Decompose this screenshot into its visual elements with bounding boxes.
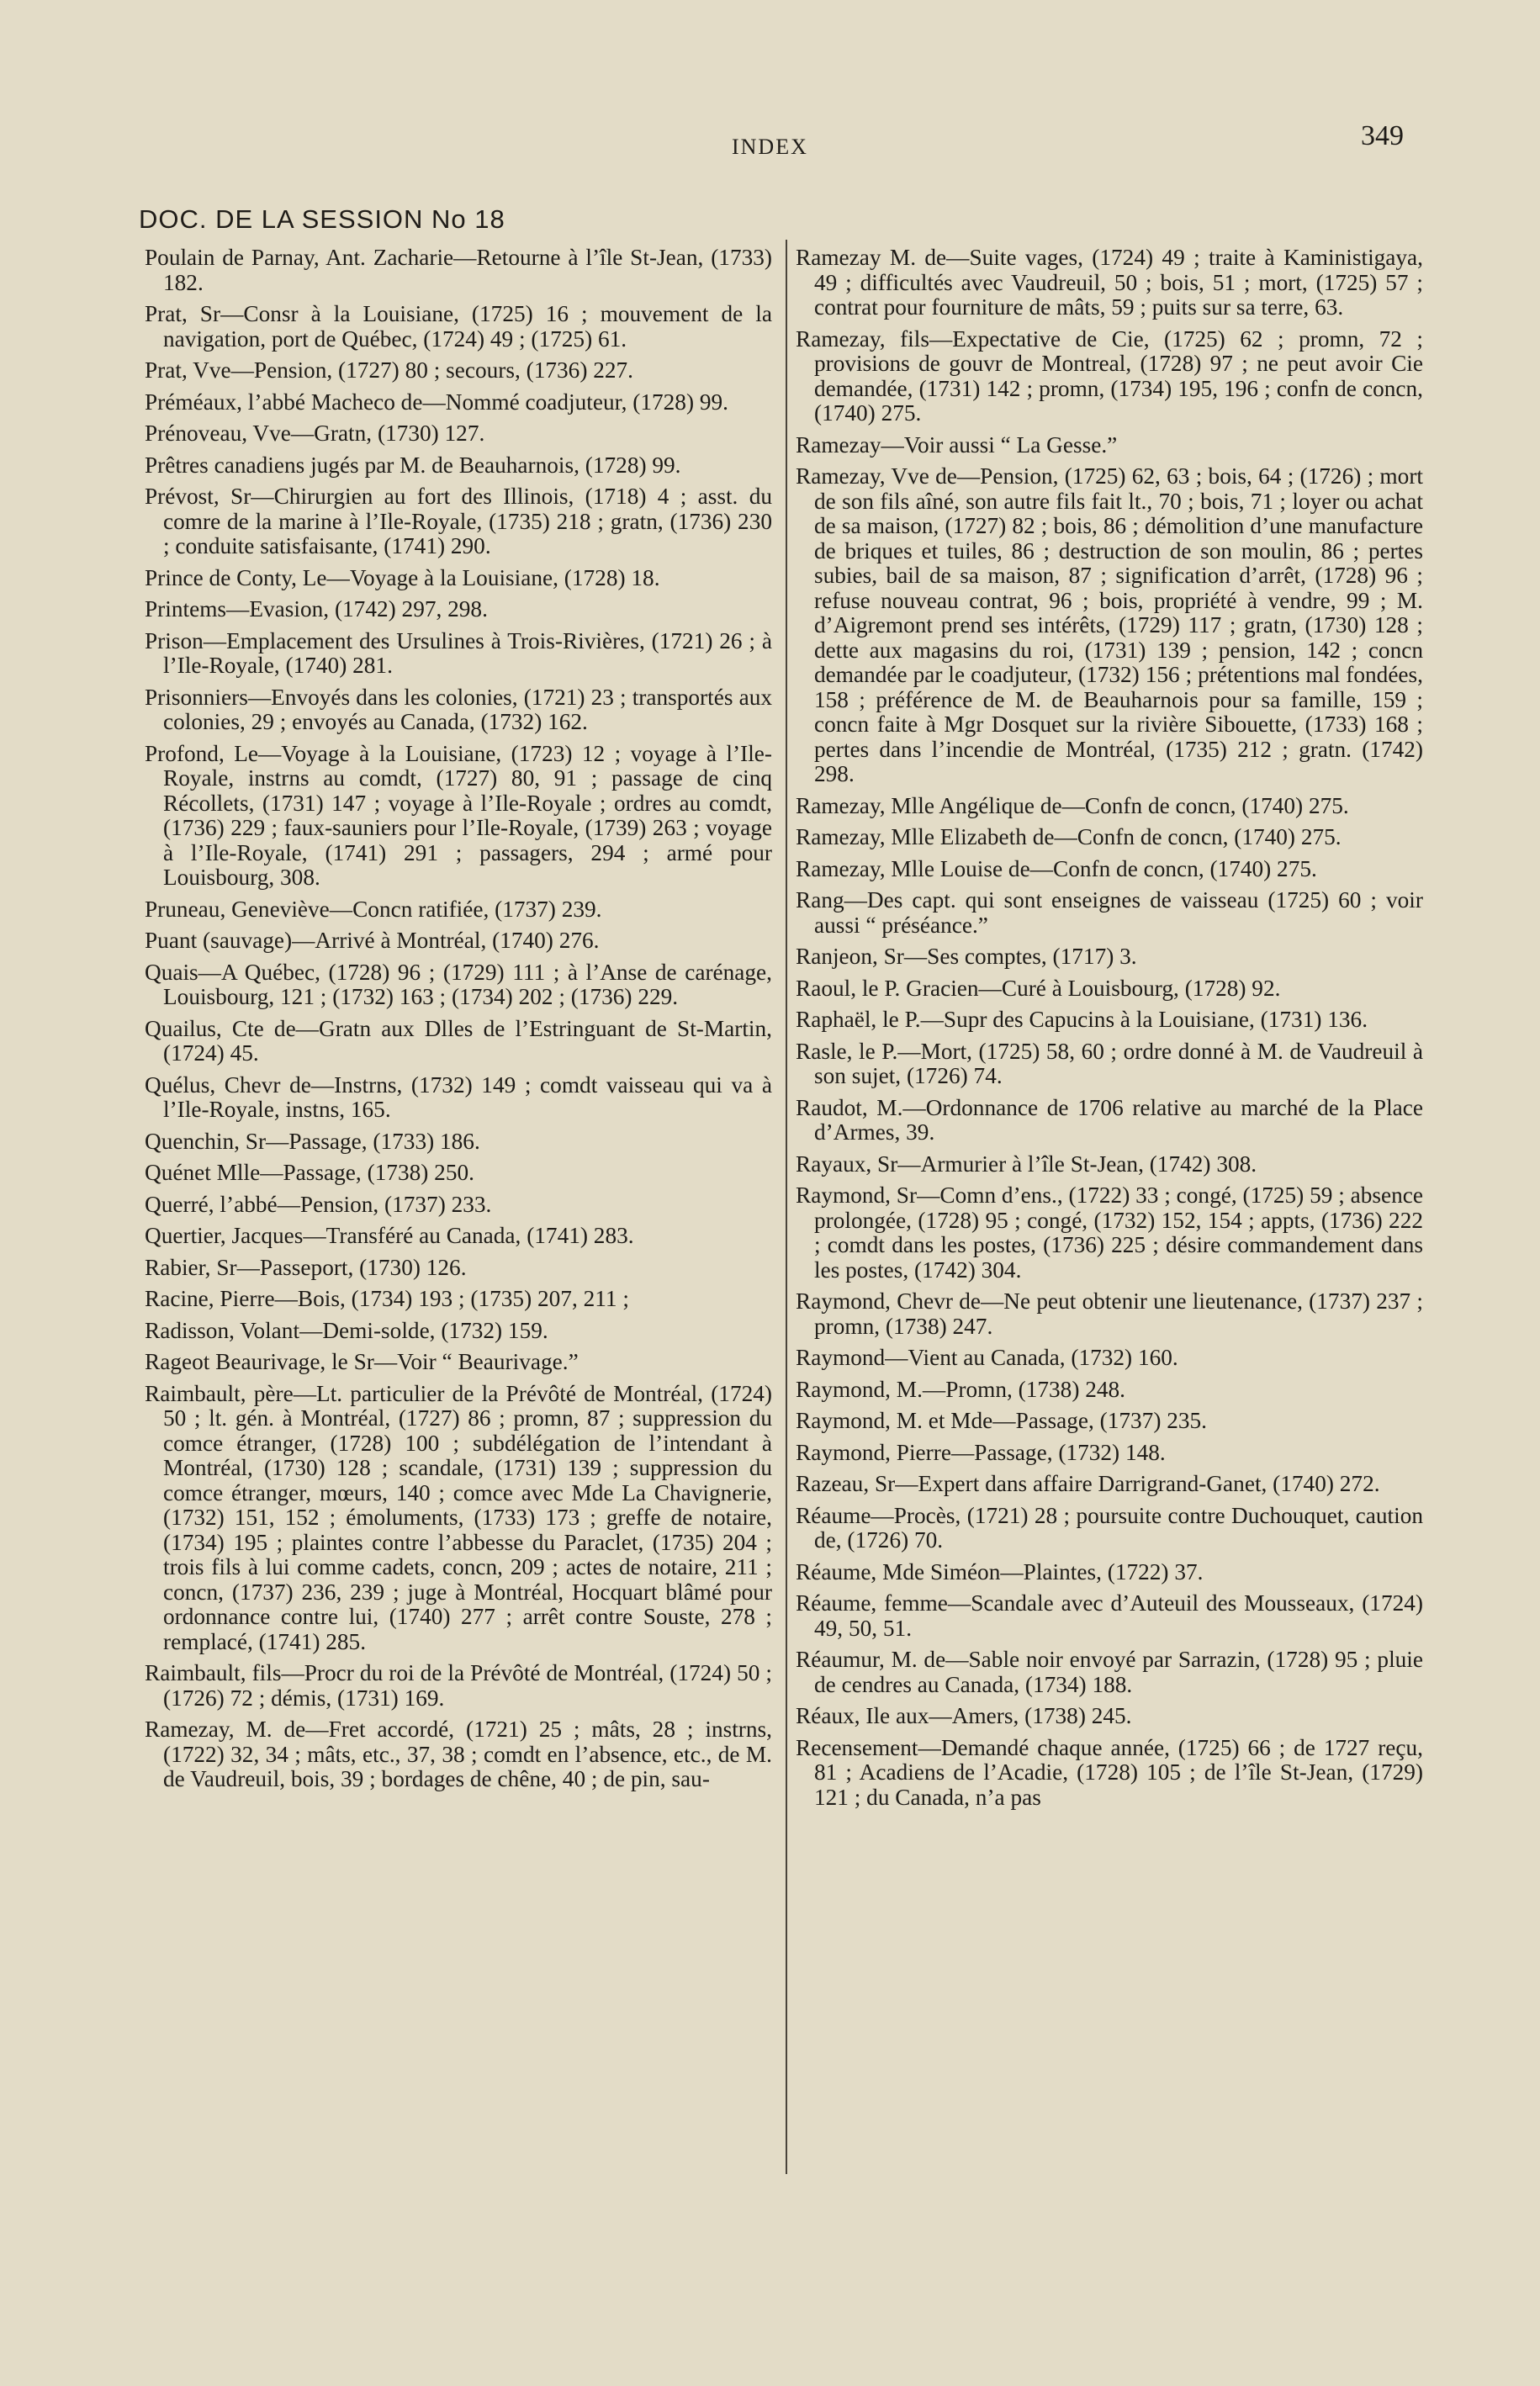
- index-entry: Raymond, Chevr de—Ne peut obtenir une lieutenance, (1737) 237 ; promn, (1738) 247.: [796, 1288, 1423, 1339]
- index-entry: Racine, Pierre—Bois, (1734) 193 ; (1735) 207, 211 ;: [145, 1286, 629, 1311]
- index-entry: Préméaux, l’abbé Macheco de—Nommé coadjuteur, (1728) 99.: [145, 389, 728, 415]
- index-entry: Ranjeon, Sr—Ses comptes, (1717) 3.: [796, 944, 1137, 969]
- index-entry: Profond, Le—Voyage à la Louisiane, (1723) 12 ; voyage à l’Ile-Royale, instrns au comdt, (1727) 80, 91 ; passage de cinq Récollets, (1731) 147 ; voyage à l’Ile-Royale ; ordres au comdt, (1736) 229 ; faux-sauniers pour l’Ile-Royale, (1739) 263 ; voyage à l’Ile-Royale, (1741) 291 ; passagers, 294 ; armé pour Louisbourg, 308.: [145, 740, 772, 890]
- index-entry: Recensement—Demandé chaque année, (1725) 66 ; de 1727 reçu, 81 ; Acadiens de l’Acadie, (1728) 105 ; de l’île St-Jean, (1729) 121 ; du Canada, n’a pas: [796, 1734, 1423, 1810]
- running-header-title: INDEX: [732, 135, 808, 159]
- index-entry: Ramezay, Mlle Elizabeth de—Confn de concn, (1740) 275.: [796, 824, 1342, 849]
- right-index-column: [796, 246, 1423, 1817]
- index-entry: Réaume, Mde Siméon—Plaintes, (1722) 37.: [796, 1558, 1204, 1584]
- index-entry: Ramezay, Mlle Angélique de—Confn de concn, (1740) 275.: [796, 792, 1349, 818]
- index-entry: Rasle, le P.—Mort, (1725) 58, 60 ; ordre donné à M. de Vaudreuil à son sujet, (1726) 74.: [796, 1038, 1423, 1088]
- index-entry: Réaumur, M. de—Sable noir envoyé par Sarrazin, (1728) 95 ; pluie de cendres au Canada, (1734) 188.: [796, 1647, 1423, 1697]
- index-entry: Rageot Beaurivage, le Sr—Voir “ Beaurivage.”: [145, 1349, 579, 1374]
- index-entry: Raymond—Vient au Canada, (1732) 160.: [796, 1345, 1178, 1370]
- column-divider: [786, 240, 787, 2174]
- index-entry: Ramezay, M. de—Fret accordé, (1721) 25 ; mâts, 28 ; instrns, (1722) 32, 34 ; mâts, etc., 37, 38 ; comdt en l’absence, etc., de M. de Vaudreuil, bois, 39 ; bordages de chêne, 40 ; de pin, sau-: [145, 1717, 772, 1791]
- index-entry: Querré, l’abbé—Pension, (1737) 233.: [145, 1191, 492, 1217]
- index-entry: Raoul, le P. Gracien—Curé à Louisbourg, (1728) 92.: [796, 975, 1281, 1001]
- index-entry: Prénoveau, Vve—Gratn, (1730) 127.: [145, 421, 485, 446]
- index-entry: Prévost, Sr—Chirurgien au fort des Illinois, (1718) 4 ; asst. du comre de la marine à l’Ile-Royale, (1735) 218 ; gratn, (1736) 230 ; conduite satisfaisante, (1741) 290.: [145, 484, 772, 558]
- index-entry: Quais—A Québec, (1728) 96 ; (1729) 111 ; à l’Anse de carénage, Louisbourg, 121 ; (1732) 163 ; (1734) 202 ; (1736) 229.: [145, 959, 772, 1009]
- index-entry: Raymond, M. et Mde—Passage, (1737) 235.: [796, 1408, 1208, 1433]
- left-index-column: [145, 246, 772, 1799]
- index-entry: Rabier, Sr—Passeport, (1730) 126.: [145, 1254, 467, 1280]
- index-entry: Raimbault, père—Lt. particulier de la Prévôté de Montréal, (1724) 50 ; lt. gén. à Montréal, (1727) 86 ; promn, 87 ; suppression du comce étranger, (1728) 100 ; subdélégation de l’intendant à Montréal, (1730) 128 ; scandale, (1731) 139 ; suppression du comce étranger, mœurs, 140 ; comce avec Mde La Chavignerie, (1732) 151, 152 ; émoluments, (1733) 173 ; greffe de notaire,(1734) 195 ; plaintes contre l’abbesse du Paraclet, (1735) 204 ; trois fils à lui comme cadets, concn, 209 ; actes de notaire, 211 ; concn, (1737) 236, 239 ; juge à Montréal, Hocquart blâmé pour ordonnance contre lui, (1740) 277 ; arrêt contre Souste, 278 ; remplacé, (1741) 285.: [145, 1380, 772, 1654]
- index-entry: Raymond, Pierre—Passage, (1732) 148.: [796, 1439, 1166, 1465]
- index-entry: Raudot, M.—Ordonnance de 1706 relative au marché de la Place d’Armes, 39.: [796, 1094, 1423, 1145]
- index-entry: Prêtres canadiens jugés par M. de Beauharnois, (1728) 99.: [145, 452, 681, 478]
- index-entry: Pruneau, Geneviève—Concn ratifiée, (1737) 239.: [145, 896, 602, 922]
- index-entry: Ramezay M. de—Suite vages, (1724) 49 ; traite à Kaministigaya, 49 ; difficultés avec Vaudreuil, 50 ; bois, 51 ; mort, (1725) 57 ; contrat pour fourniture de mâts, 59 ; puits sur sa terre, 63.: [796, 245, 1423, 320]
- index-entry: Quertier, Jacques—Transféré au Canada, (1741) 283.: [145, 1223, 634, 1248]
- page-number: 349: [1361, 120, 1404, 151]
- index-entry: Quélus, Chevr de—Instrns, (1732) 149 ; comdt vaisseau qui va à l’Ile-Royale, instns, 165.: [145, 1071, 772, 1122]
- index-entry: Ramezay—Voir aussi “ La Gesse.”: [796, 431, 1118, 458]
- index-entry: Prat, Vve—Pension, (1727) 80 ; secours, (1736) 227.: [145, 357, 634, 383]
- index-entry: Prat, Sr—Consr à la Louisiane, (1725) 16 ; mouvement de la navigation, port de Québec, (1724) 49 ; (1725) 61.: [145, 301, 772, 352]
- index-entry: Ramezay, Vve de—Pension, (1725) 62, 63 ; bois, 64 ; (1726) ; mort de son fils aîné, son autre fils fait lt., 70 ; bois, 71 ; loyer ou achat de sa maison, (1727) 82 ; bois, 86 ; démolition d’une manufacture de briques et tuiles, 86 ; destruction de son moulin, 86 ; pertes subies, bail de sa maison, 87 ; signification d’arrêt, (1728) 96 ; refuse nouveau contrat, 96 ; bois, propriété à vendre, 99 ; M. d’Aigremont prend ses intérêts, (1729) 117 ; gratn, (1730) 128 ; dette aux magasins du roi, (1731) 139 ; pension, 142 ; concn demandée par le coadjuteur, (1732) 156 ; prétentions mal fondées, 158 ; préférence de M. de Beauharnois pour sa famille, 159 ; concn faite à Mgr Dosquet sur la rivière Sibouette, (1733) 168 ; pertes dans l’incendie de Montréal, (1735) 212 ; gratn. (1742) 298.: [796, 463, 1423, 786]
- index-entry: Raimbault, fils—Procr du roi de la Prévôté de Montréal, (1724) 50 ; (1726) 72 ; démis, (1731) 169.: [145, 1660, 772, 1711]
- index-entry: Quénet Mlle—Passage, (1738) 250.: [145, 1160, 474, 1185]
- index-entry: Raymond, M.—Promn, (1738) 248.: [796, 1376, 1126, 1402]
- index-entry: Raphaël, le P.—Supr des Capucins à la Louisiane, (1731) 136.: [796, 1007, 1368, 1032]
- session-header: DOC. DE LA SESSION No 18: [139, 204, 505, 234]
- index-entry: Radisson, Volant—Demi-solde, (1732) 159.: [145, 1317, 548, 1343]
- index-entry: Prison—Emplacement des Ursulines à Trois-Rivières, (1721) 26 ; à l’Ile-Royale, (1740) 281.: [145, 627, 772, 678]
- index-entry: Réaume, femme—Scandale avec d’Auteuil des Mousseaux, (1724) 49, 50, 51.: [796, 1590, 1423, 1641]
- index-entry: Rang—Des capt. qui sont enseignes de vaisseau (1725) 60 ; voir aussi “ préséance.”: [796, 887, 1423, 938]
- index-entry: Quailus, Cte de—Gratn aux Dlles de l’Estringuant de St-Martin, (1724) 45.: [145, 1015, 772, 1066]
- index-entry: Réaume—Procès, (1721) 28 ; poursuite contre Duchouquet, caution de, (1726) 70.: [796, 1502, 1423, 1553]
- index-entry: Prince de Conty, Le—Voyage à la Louisiane, (1728) 18.: [145, 564, 660, 590]
- index-entry: Réaux, Ile aux—Amers, (1738) 245.: [796, 1703, 1132, 1728]
- index-entry: Raymond, Sr—Comn d’ens., (1722) 33 ; congé, (1725) 59 ; absence prolongée, (1728) 95 ; congé, (1732) 152, 154 ; appts, (1736) 222 ; comdt dans les postes, (1736) 225 ; désire commandement dans les postes, (1742) 304.: [796, 1182, 1423, 1283]
- index-entry: Ramezay, fils—Expectative de Cie, (1725) 62 ; promn, 72 ; provisions de gouvr de Montreal, (1728) 97 ; ne peut avoir Cie demandée, (1731) 142 ; promn, (1734) 195, 196 ; confn de concn, (1740) 275.: [796, 325, 1423, 426]
- index-entry: Quenchin, Sr—Passage, (1733) 186.: [145, 1128, 480, 1154]
- index-entry: Razeau, Sr—Expert dans affaire Darrigrand-Ganet, (1740) 272.: [796, 1471, 1380, 1496]
- index-entry: Rayaux, Sr—Armurier à l’île St-Jean, (1742) 308.: [796, 1151, 1257, 1177]
- index-entry: Printems—Evasion, (1742) 297, 298.: [145, 596, 488, 622]
- index-entry: Puant (sauvage)—Arrivé à Montréal, (1740) 276.: [145, 928, 600, 953]
- index-entry: Ramezay, Mlle Louise de—Confn de concn, (1740) 275.: [796, 855, 1317, 881]
- index-entry: Prisonniers—Envoyés dans les colonies, (1721) 23 ; transportés aux colonies, 29 ; envoyés au Canada, (1732) 162.: [145, 684, 772, 734]
- index-entry: Poulain de Parnay, Ant. Zacharie—Retourne à l’île St-Jean, (1733) 182.: [145, 245, 772, 295]
